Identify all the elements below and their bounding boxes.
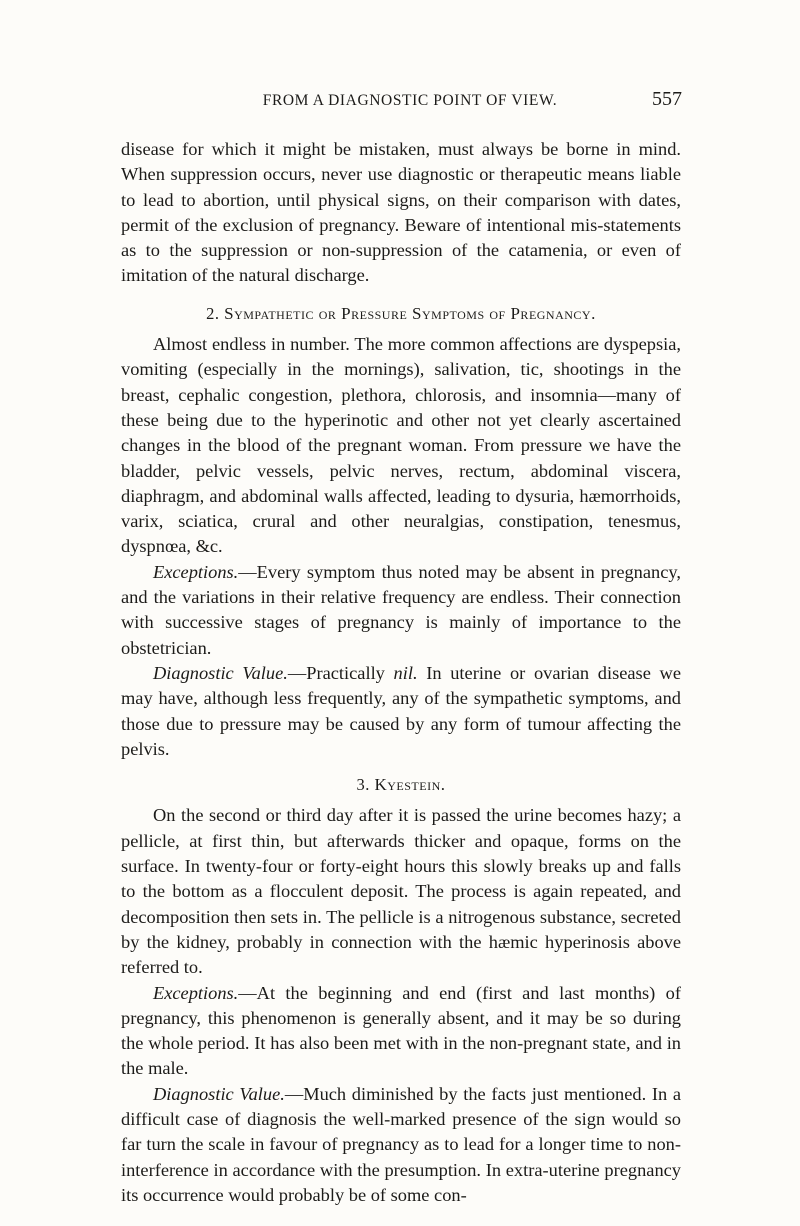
exceptions-text: —Every symptom thus noted may be absent in pregnancy, and the variations in their relative frequency are endless. Their connection with successive stages of pregnancy is mainly of importance to the obstetrician. — [121, 561, 681, 658]
diagnostic-value-label: Diagnostic Value. — [153, 662, 288, 683]
section-number: 3. — [356, 775, 370, 795]
running-head: FROM A DIAGNOSTIC POINT OF VIEW. — [262, 92, 558, 109]
section-number: 2. — [206, 303, 220, 323]
paragraph-continuation: disease for which it might be mistaken, must always be borne in mind. When suppression occurs, never use diagnostic or therapeutic means liable to lead to abortion, until physical signs, on their comparison with dates, permit of the exclusion of pregnancy. Beware of intentional mis-statements as to the suppression or non-suppression of the catamenia, or even of imitation of the natural discharge. — [121, 139, 681, 286]
paragraph-exceptions-2 — [121, 981, 681, 1082]
paragraph-symptoms: Almost endless in number. The more common affections are dyspepsia, vomiting (especially in the mornings), salivation, tic, shootings in the breast, cephalic congestion, plethora, chlorosis, and insomnia—many of these being due to the hyperinotic and other not yet clearly ascertained changes in the blood of the pregnant woman. From pressure we have the bladder, pelvic vessels, pelvic nerves, rectum, abdominal viscera, diaphragm, and abdominal walls affected, leading to dysuria, hæmorrhoids, varix, sciatica, crural and other neuralgias, constipation, tenesmus, dyspnœa, &c. — [121, 334, 681, 557]
diagnostic-value-text-b: In uterine or ovarian disease we may have, although less frequently, any of the sympathetic symptoms, and those due to pressure may be caused by any form of tumour affecting the pelvis. — [121, 662, 681, 759]
section-title: Sympathetic or Pressure Symptoms of Pregnancy. — [224, 303, 596, 323]
diagnostic-value-label: Diagnostic Value. — [153, 1083, 285, 1104]
paragraph-diagnostic-value-2 — [121, 1082, 681, 1208]
page-body — [121, 137, 681, 1208]
diagnostic-value-text-a: —Practically — [287, 662, 394, 683]
section-heading-2 — [121, 301, 681, 326]
exceptions-label: Exceptions. — [153, 982, 239, 1003]
paragraph-diagnostic-value-1 — [121, 661, 681, 762]
exceptions-label: Exceptions. — [153, 561, 239, 582]
paragraph-kyestein: On the second or third day after it is passed the urine becomes hazy; a pellicle, at first thin, but afterwards thicker and opaque, forms on the surface. In twenty-four or forty-eight hours this slowly breaks up and falls to the bottom as a flocculent deposit. The process is again repeated, and decomposition then sets in. The pellicle is a nitrogenous substance, secreted by the kidney, probably in connection with the hæmic hyperinosis above referred to. — [121, 805, 681, 978]
page-header — [0, 88, 800, 114]
section-heading-3 — [121, 772, 681, 797]
exceptions-text: —At the beginning and end (first and last months) of pregnancy, this phenomenon is generally absent, and it may be so during the whole period. It has also been met with in the non-pregnant state, and in the male. — [121, 982, 681, 1079]
section-title: Kyestein. — [374, 775, 446, 795]
page-number: 557 — [652, 88, 682, 110]
diagnostic-value-emphasis: nil. — [393, 662, 418, 683]
diagnostic-value-text: —Much diminished by the facts just mentioned. In a difficult case of diagnosis the well-marked presence of the sign would so far turn the scale in favour of pregnancy as to lead for a longer time to non-interference in accordance with the presumption. In extra-uterine pregnancy its occurrence would probably be of some con- — [121, 1083, 681, 1205]
paragraph-exceptions-1 — [121, 560, 681, 661]
